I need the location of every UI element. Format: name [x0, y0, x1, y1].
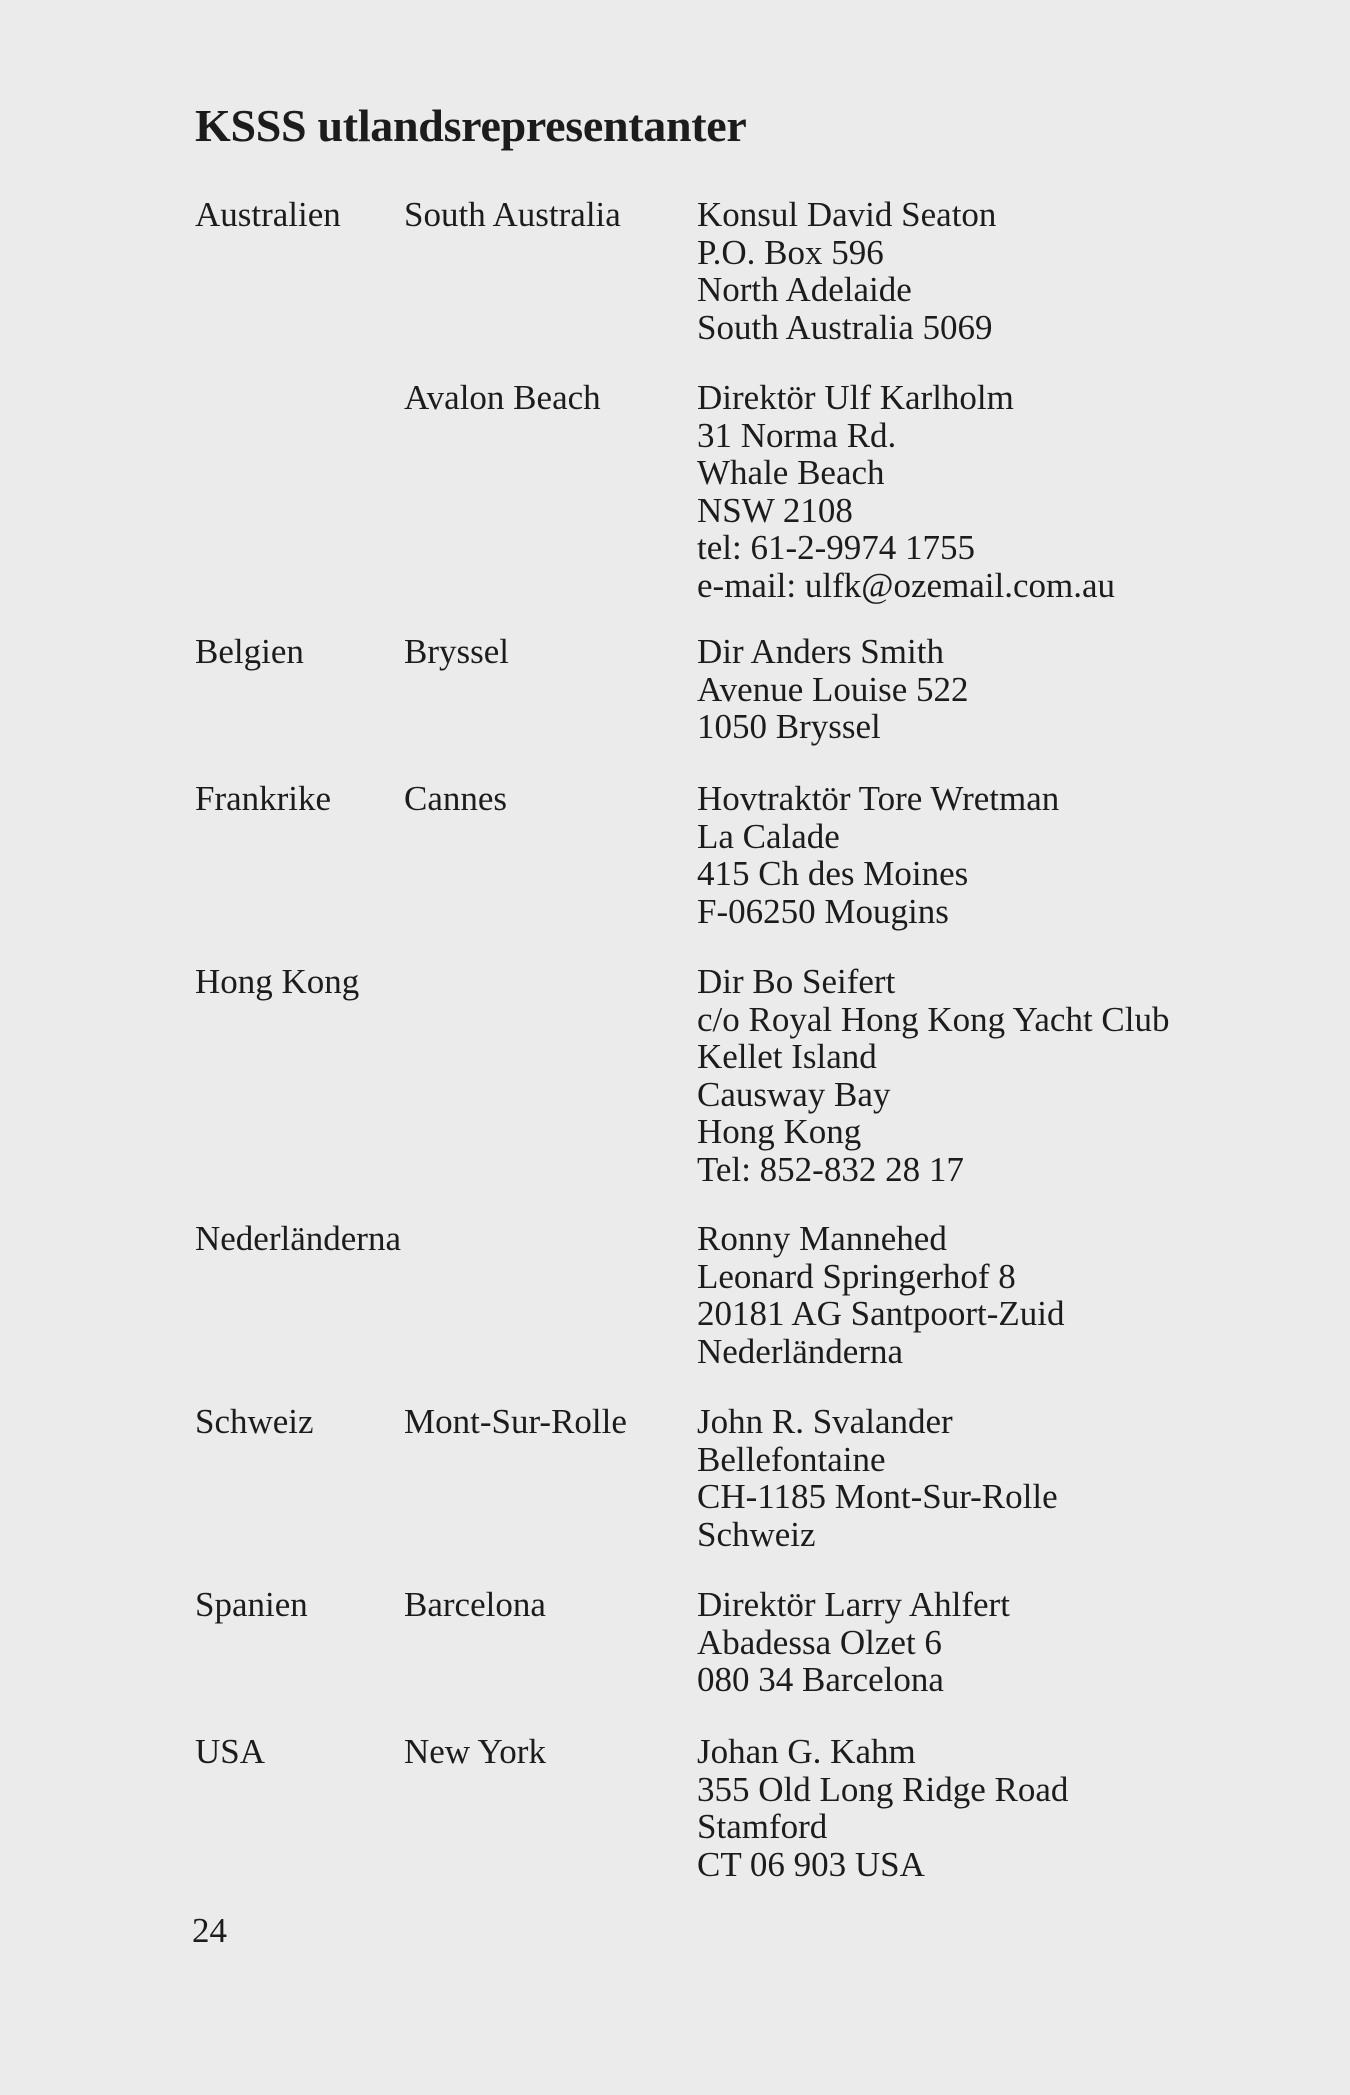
address-line: Johan G. Kahm: [697, 1732, 916, 1771]
entry-address: [697, 780, 1059, 930]
address-line: Leonard Springerhof 8: [697, 1256, 1016, 1296]
address-line: P.O. Box 596: [697, 232, 884, 272]
address-line: CH-1185 Mont-Sur-Rolle: [697, 1477, 1058, 1516]
entry-country: Australien: [195, 195, 341, 234]
entry-city: Mont-Sur-Rolle: [404, 1402, 627, 1441]
address-line: CT 06 903 USA: [697, 1844, 925, 1884]
address-line: Stamford: [697, 1807, 828, 1846]
address-line: Direktör Ulf Karlholm: [697, 378, 1014, 417]
entry-country: Spanien: [195, 1585, 308, 1624]
page-number: 24: [192, 1911, 227, 1950]
entry-country: Belgien: [195, 632, 304, 671]
address-line: Kellet Island: [697, 1037, 877, 1076]
entry-country: Nederländerna: [195, 1219, 401, 1258]
address-line: tel: 61-2-9974 1755: [697, 528, 976, 567]
entry-country: Schweiz: [195, 1402, 314, 1441]
address-line: 20181 AG Santpoort-Zuid: [697, 1294, 1065, 1333]
address-line: Whale Beach: [697, 453, 885, 492]
address-line: 1050 Bryssel: [697, 707, 881, 746]
address-line: Bellefontaine: [697, 1439, 886, 1479]
entry-address: [697, 1586, 1010, 1699]
entry-address: [697, 1220, 1064, 1370]
address-line: Avenue Louise 522: [697, 669, 969, 709]
entry-city: New York: [404, 1732, 546, 1771]
address-line: Hovtraktör Tore Wretman: [697, 779, 1060, 818]
entry-address: [697, 963, 1170, 1188]
address-line: Nederländerna: [697, 1331, 903, 1371]
entry-city: Bryssel: [404, 632, 509, 671]
entry-address: [697, 196, 996, 346]
address-line: South Australia 5069: [697, 307, 993, 347]
address-line: Direktör Larry Ahlfert: [697, 1585, 1010, 1624]
address-line: Dir Bo Seifert: [697, 962, 896, 1001]
address-line: John R. Svalander: [697, 1402, 953, 1441]
page-title: KSSS utlandsrepresentanter: [195, 100, 747, 151]
address-line: Dir Anders Smith: [697, 632, 944, 671]
address-line: Causway Bay: [697, 1074, 891, 1114]
address-line: c/o Royal Hong Kong Yacht Club: [697, 999, 1170, 1039]
entry-address: [697, 379, 1115, 604]
entry-address: [697, 1733, 1068, 1883]
entry-country: Hong Kong: [195, 962, 360, 1001]
entry-address: [697, 633, 969, 746]
address-line: 080 34 Barcelona: [697, 1660, 944, 1699]
entry-city: Cannes: [404, 779, 508, 818]
address-line: Ronny Mannehed: [697, 1219, 947, 1258]
entry-country: USA: [195, 1732, 266, 1771]
address-line: 415 Ch des Moines: [697, 854, 969, 893]
address-line: NSW 2108: [697, 490, 853, 530]
address-line: La Calade: [697, 816, 840, 856]
address-line: Tel: 852-832 28 17: [697, 1149, 964, 1189]
entry-city: South Australia: [404, 195, 621, 234]
entry-address: [697, 1403, 1058, 1553]
address-line: Abadessa Olzet 6: [697, 1622, 942, 1662]
entry-city: Barcelona: [404, 1585, 546, 1624]
address-line: Hong Kong: [697, 1112, 862, 1151]
address-line: North Adelaide: [697, 270, 912, 309]
address-line: Konsul David Seaton: [697, 195, 997, 234]
address-line: 355 Old Long Ridge Road: [697, 1769, 1069, 1809]
address-line: 31 Norma Rd.: [697, 415, 897, 455]
address-line: e-mail: ulfk@ozemail.com.au: [697, 565, 1116, 605]
entry-country: Frankrike: [195, 779, 332, 818]
address-line: F-06250 Mougins: [697, 891, 949, 931]
address-line: Schweiz: [697, 1514, 816, 1554]
entry-city: Avalon Beach: [404, 378, 601, 417]
